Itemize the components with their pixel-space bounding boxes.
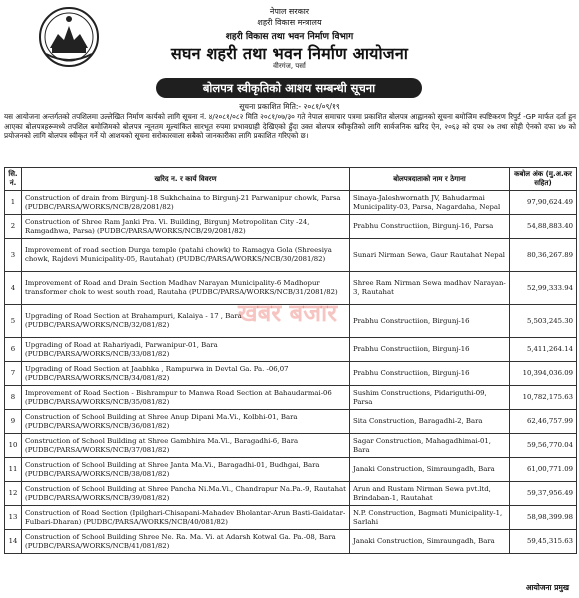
cell-sn: 3 bbox=[5, 239, 22, 272]
header-amount: कबोल अंक (मु.अ.कर सहित) bbox=[510, 168, 577, 191]
cell-bidder: Sagar Construction, Mahagadhimai-01, Bara bbox=[350, 434, 510, 458]
cell-bidder: Janaki Construction, Simraungadh, Bara bbox=[350, 458, 510, 482]
cell-work: Construction of School Building at Shree Pancha Ni.Ma.Vi., Chandrapur Na.Pa.-9, Rautahat (PUDBC/PARSA/WORKS/NCB/39/081/82) bbox=[22, 482, 350, 506]
header-line-government: नेपाल सरकार bbox=[269, 7, 310, 16]
cell-sn: 2 bbox=[5, 215, 22, 239]
header-work: खरिद न. र कार्य विवरण bbox=[22, 168, 350, 191]
cell-sn: 7 bbox=[5, 362, 22, 386]
table-row bbox=[5, 506, 577, 530]
cell-bidder: Janaki Construction, Simraungadh, Bara bbox=[350, 530, 510, 554]
cell-sn: 6 bbox=[5, 338, 22, 362]
cell-amount: 5,503,245.30 bbox=[510, 305, 577, 338]
cell-amount: 52,99,333.94 bbox=[510, 272, 577, 305]
cell-sn: 12 bbox=[5, 482, 22, 506]
cell-amount: 61,00,771.09 bbox=[510, 458, 577, 482]
cell-work: Construction of drain from Birgunj-18 Sukhchaina to Birgunj-21 Parwanipur chowk, Parsa (PUDBC/PARSA/WORKS/NCB/28/2081/82) bbox=[22, 191, 350, 215]
header-location: वीरगंज, पर्सा bbox=[273, 62, 306, 70]
header-sn: सि. नं. bbox=[5, 168, 22, 191]
cell-sn: 4 bbox=[5, 272, 22, 305]
cell-work: Improvement of Road and Drain Section Madhav Narayan Municipality-6 Madhopur transformer chok to west south road, Rautaha (PUDBC/PARSA/WORKS/NCB/31/2081/82) bbox=[22, 272, 350, 305]
header-line-ministry: शहरी विकास मन्त्रालय bbox=[257, 18, 322, 27]
table-row bbox=[5, 410, 577, 434]
table-row bbox=[5, 239, 577, 272]
cell-work: Construction of School Building at Shree Janta Ma.Vi., Baragadhi-01, Budhgai, Bara (PUDBC/PARSA/WORKS/NCB/38/081/82) bbox=[22, 458, 350, 482]
table-row bbox=[5, 530, 577, 554]
cell-work: Upgrading of Road at Rahariyadi, Parwanipur-01, Bara (PUDBC/PARSA/WORKS/NCB/33/081/82) bbox=[22, 338, 350, 362]
cell-bidder: Sushim Constructions, Pidariguthi-09, Parsa bbox=[350, 386, 510, 410]
cell-bidder: Prabhu Constructiion, Birgunj-16 bbox=[350, 362, 510, 386]
cell-amount: 62,46,757.99 bbox=[510, 410, 577, 434]
cell-work: Construction of School Building at Shree Gambhira Ma.Vi., Baragadhi-6, Bara (PUDBC/PARSA/WORKS/NCB/37/081/82) bbox=[22, 434, 350, 458]
cell-amount: 59,56,770.04 bbox=[510, 434, 577, 458]
cell-amount: 97,90,624.49 bbox=[510, 191, 577, 215]
cell-bidder: Shree Ram Nirman Sewa madhav Narayan-3, Rautahat bbox=[350, 272, 510, 305]
cell-sn: 11 bbox=[5, 458, 22, 482]
header-bidder: बोलपत्रदाताको नाम र ठेगाना bbox=[350, 168, 510, 191]
cell-sn: 14 bbox=[5, 530, 22, 554]
cell-work: Upgrading of Road Section at Brahampuri, Kalaiya - 17 , Bara (PUDBC/PARSA/WORKS/NCB/32/081/82) bbox=[22, 305, 350, 338]
cell-sn: 5 bbox=[5, 305, 22, 338]
cell-work: Construction of Shree Ram Janki Pra. Vi. Building, Birgunj Metropolitan City -24, Ramgadhwa, Parsa) (PUDBC/PARSA/WORKS/NCB/29/2081/82) bbox=[22, 215, 350, 239]
cell-sn: 10 bbox=[5, 434, 22, 458]
table-row bbox=[5, 215, 577, 239]
cell-bidder: Sunari Nirman Sewa, Gaur Rautahat Nepal bbox=[350, 239, 510, 272]
table-row bbox=[5, 338, 577, 362]
table-header-row bbox=[5, 168, 577, 191]
cell-amount: 59,37,956.49 bbox=[510, 482, 577, 506]
cell-amount: 80,36,267.89 bbox=[510, 239, 577, 272]
cell-bidder: Sita Construction, Baragadhi-2, Bara bbox=[350, 410, 510, 434]
cell-work: Improvement of road section Durga temple (patahi chowk) to Ramagya Gola (Shreesiya chowk, Rajdevi Municipality-05, Rautahat) (PUDBC/PARSA/WORKS/NCB/30/2081/82) bbox=[22, 239, 350, 272]
table-row bbox=[5, 482, 577, 506]
cell-sn: 8 bbox=[5, 386, 22, 410]
cell-bidder: Sinaya-Jaleshwornath JV, Bahudarmai Municipality-03, Parsa, Nagardaha, Nepal bbox=[350, 191, 510, 215]
cell-sn: 13 bbox=[5, 506, 22, 530]
cell-amount: 5,411,264.14 bbox=[510, 338, 577, 362]
table-body bbox=[5, 191, 577, 554]
cell-bidder: Arun and Rustam Nirman Sewa pvt.ltd, Brindaban-1, Rautahat bbox=[350, 482, 510, 506]
bid-acceptance-table bbox=[4, 167, 577, 554]
table-row bbox=[5, 434, 577, 458]
footer-signature: आयोजना प्रमुख bbox=[525, 583, 569, 592]
cell-sn: 9 bbox=[5, 410, 22, 434]
cell-bidder: N.P. Construction, Bagmati Municipality-1, Sarlahi bbox=[350, 506, 510, 530]
cell-bidder: Prabhu Constructiion, Birgunj-16 bbox=[350, 338, 510, 362]
table-row bbox=[5, 362, 577, 386]
watermark-text: खबर बजार bbox=[238, 299, 338, 327]
cell-amount: 58,98,399.98 bbox=[510, 506, 577, 530]
table-row bbox=[5, 458, 577, 482]
cell-amount: 54,88,883.40 bbox=[510, 215, 577, 239]
table-row bbox=[5, 386, 577, 410]
cell-sn: 1 bbox=[5, 191, 22, 215]
header-title-project: सघन शहरी तथा भवन निर्माण आयोजना bbox=[170, 44, 409, 63]
cell-work: Construction of Road Section (Ipilghari-Chisapani-Mahadev Bholantar-Arun Basti-Gaidatar-Fulbari-Dharan) (PUDBC/PARSA/WORKS/NCB/40/081/82) bbox=[22, 506, 350, 530]
cell-work: Construction of School Building at Shree Anup Dipani Ma.Vi., Kolbhi-01, Bara (PUDBC/PARSA/WORKS/NCB/36/081/82) bbox=[22, 410, 350, 434]
cell-bidder: Prabhu Constructiion, Birgunj-16, Parsa bbox=[350, 215, 510, 239]
cell-work: Upgrading of Road Section at Jaabhka , Rampurwa in Devtal Ga. Pa. -06,07 (PUDBC/PARSA/WORKS/NCB/34/081/82) bbox=[22, 362, 350, 386]
publish-date: सूचना प्रकाशित मिति:- २०८१/०९/१९ bbox=[239, 102, 340, 111]
cell-work: Improvement of Road Section - Bishrampur to Manwa Road Section at Bahaudarmai-06 (PUDBC/PARSA/WORKS/NCB/35/081/82) bbox=[22, 386, 350, 410]
cell-amount: 10,394,036.09 bbox=[510, 362, 577, 386]
cell-bidder: Prabhu Constructiion, Birgunj-16 bbox=[350, 305, 510, 338]
cell-work: Construction of School Building Shree Ne. Ra. Ma. Vi. at Adarsh Kotwal Ga. Pa.-08, Bara (PUDBC/PARSA/WORKS/NCB/41/081/82) bbox=[22, 530, 350, 554]
header-line-department: शहरी विकास तथा भवन निर्माण विभाग bbox=[225, 32, 354, 42]
notice-banner: बोलपत्र स्वीकृतिको आशय सम्बन्धी सूचना bbox=[156, 78, 422, 98]
cell-amount: 59,45,315.63 bbox=[510, 530, 577, 554]
cell-amount: 10,782,175.63 bbox=[510, 386, 577, 410]
table-row bbox=[5, 191, 577, 215]
intro-paragraph: यस आयोजना अन्तर्गतको तपशिलमा उल्लेखित निर्माण कार्यको लागि सूचना नं. ४/२०८१/०८२ मिति २०८१/०७/३० गते नेपाल समाचार पत्रमा प्रकाशित बोलपत्र आह्वानको सूचना बमोजिम स्पष्टिकरण रिपुर्ट -GP मार्फत दर्ता हुन आएका बोलपत्रहरूमध्ये तपशिल बमोजिमको बोलपत्र न्यूनतम मूल्यांकित सारभूत रुपमा प्रभावग्राही देखिएको हुँदा उक्त बोलपत्र स्वीकृतिको लागि सार्वजनिक खरिद ऐन, २०६३ को दफा २७ तथा सोही ऐनको दफा ४७ को प्रयोजनको लागि बोलपत्र स्वीकृत गर्ने यो आशयको सूचना सरोकारवाला सबैको जानकारीका लागि प्रकाशित गरिएको छ। bbox=[4, 112, 577, 141]
